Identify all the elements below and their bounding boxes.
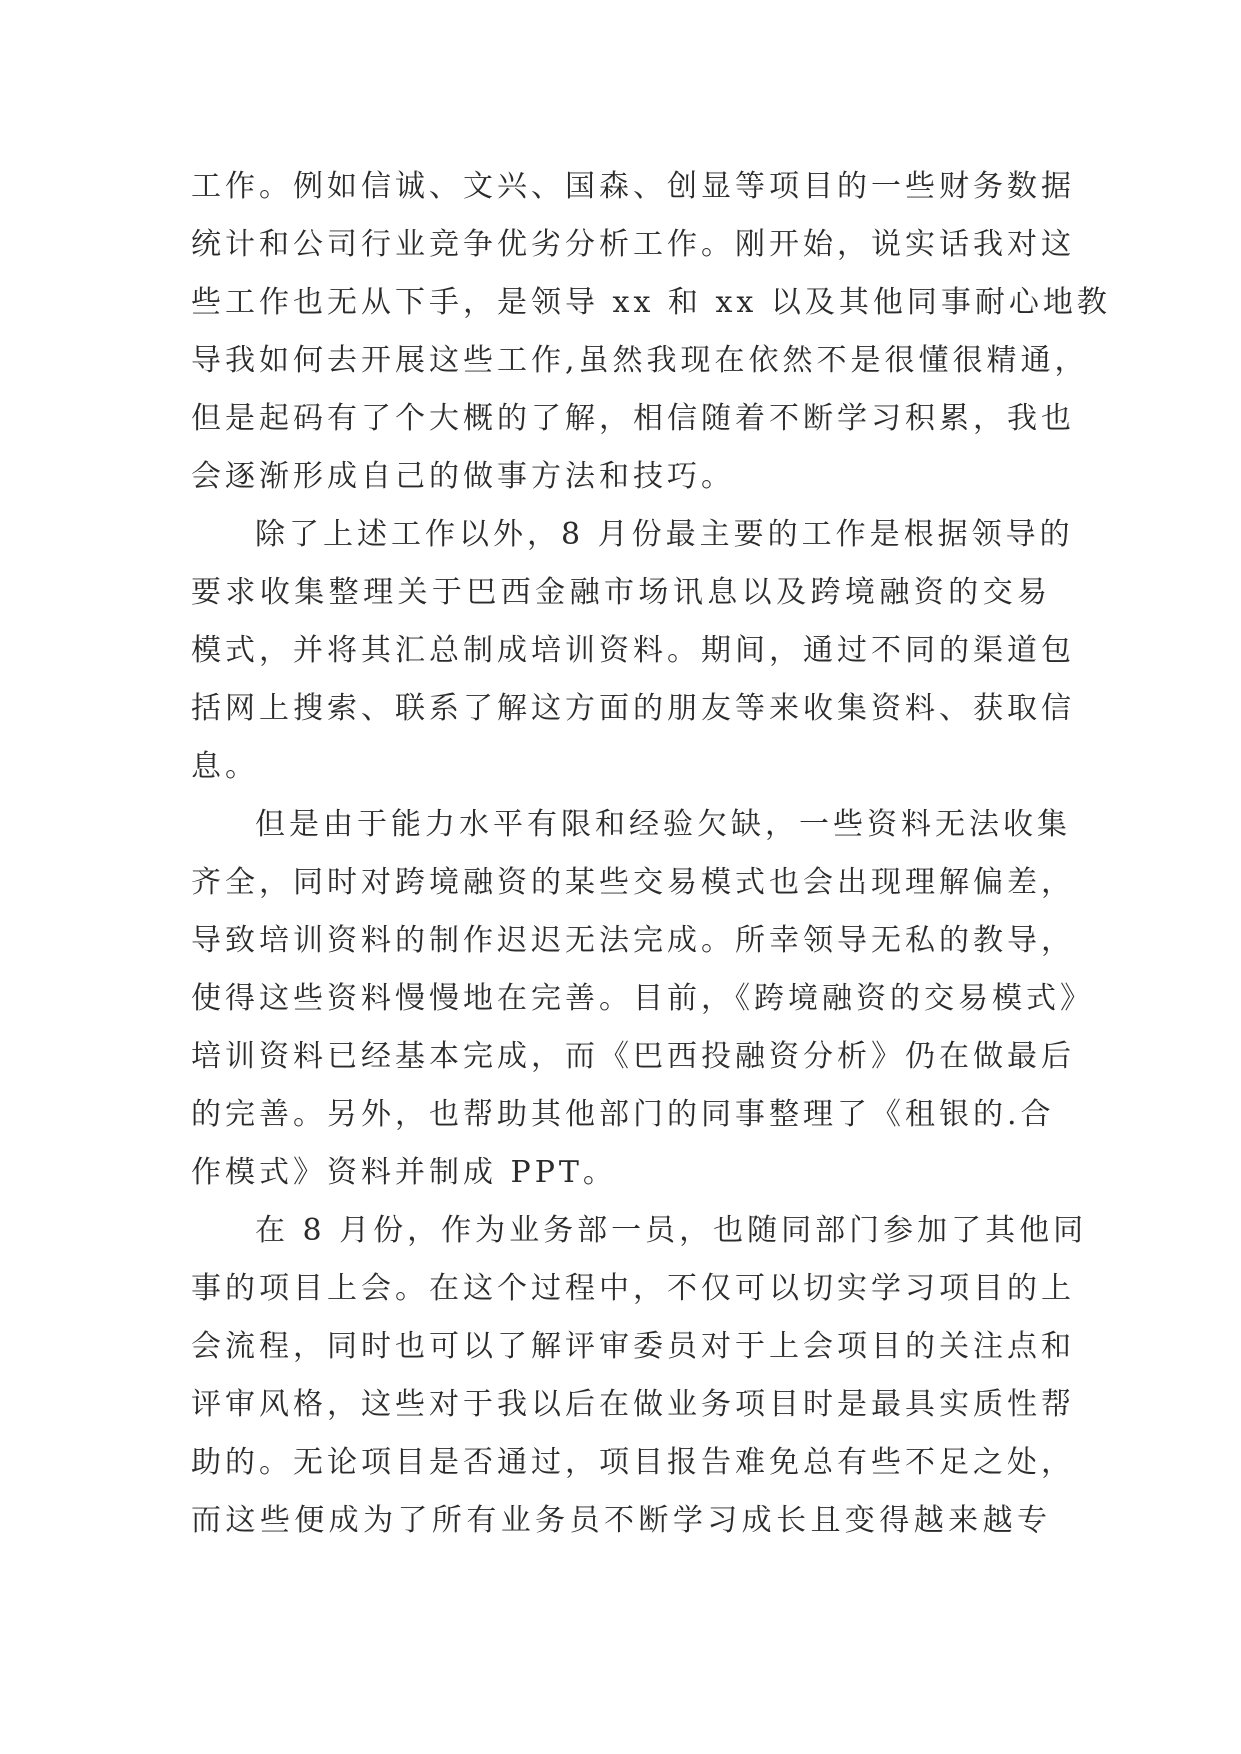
- text-line: 括网上搜索、联系了解这方面的朋友等来收集资料、获取信: [191, 691, 1075, 726]
- text-line: 导我如何去开展这些工作,虽然我现在依然不是很懂很精通，: [191, 343, 1089, 378]
- text-line: 但是由于能力水平有限和经验欠缺，一些资料无法收集: [255, 807, 1071, 842]
- paragraph-2: [191, 506, 1075, 796]
- text-line: 事的项目上会。在这个过程中，不仅可以切实学习项目的上: [191, 1271, 1075, 1306]
- document-body: [191, 158, 1111, 1550]
- text-line: 齐全，同时对跨境融资的某些交易模式也会出现理解偏差，: [191, 865, 1075, 900]
- text-line: 的完善。另外，也帮助其他部门的同事整理了《租银的.合: [191, 1097, 1055, 1132]
- text-line: 评审风格，这些对于我以后在做业务项目时是最具实质性帮: [191, 1387, 1075, 1422]
- paragraph-3: [191, 796, 1094, 1202]
- text-line: 除了上述工作以外，8 月份最主要的工作是根据领导的: [255, 517, 1074, 552]
- text-line: 导致培训资料的制作迟迟无法完成。所幸领导无私的教导，: [191, 923, 1075, 958]
- text-line: 培训资料已经基本完成，而《巴西投融资分析》仍在做最后: [191, 1039, 1075, 1074]
- text-line: 但是起码有了个大概的了解，相信随着不断学习积累，我也: [191, 401, 1075, 436]
- text-line: 作模式》资料并制成 PPT。: [191, 1155, 617, 1190]
- text-line: 使得这些资料慢慢地在完善。目前，《跨境融资的交易模式》: [191, 981, 1094, 1016]
- text-line: 助的。无论项目是否通过，项目报告难免总有些不足之处，: [191, 1445, 1075, 1480]
- text-line: 模式，并将其汇总制成培训资料。期间，通过不同的渠道包: [191, 633, 1075, 668]
- paragraph-4: [191, 1202, 1088, 1550]
- text-line: 统计和公司行业竞争优劣分析工作。刚开始，说实话我对这: [191, 227, 1075, 262]
- text-line: 在 8 月份，作为业务部一员，也随同部门参加了其他同: [255, 1213, 1088, 1248]
- text-line: 而这些便成为了所有业务员不断学习成长且变得越来越专: [191, 1503, 1051, 1538]
- text-line: 会逐渐形成自己的做事方法和技巧。: [191, 459, 735, 494]
- text-line: 些工作也无从下手，是领导 xx 和 xx 以及其他同事耐心地教: [191, 285, 1111, 320]
- text-line: 会流程，同时也可以了解评审委员对于上会项目的关注点和: [191, 1329, 1075, 1364]
- text-line: 工作。例如信诚、文兴、国森、创显等项目的一些财务数据: [191, 169, 1075, 204]
- paragraph-1: [191, 158, 1111, 506]
- text-line: 要求收集整理关于巴西金融市场讯息以及跨境融资的交易: [191, 575, 1051, 610]
- text-line: 息。: [191, 749, 259, 784]
